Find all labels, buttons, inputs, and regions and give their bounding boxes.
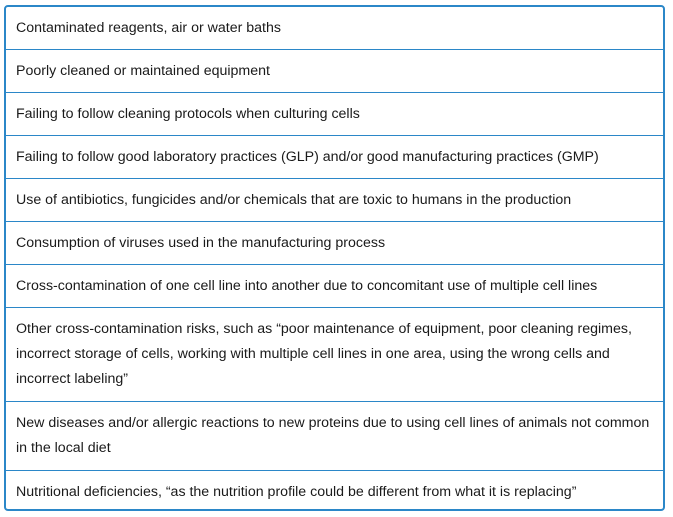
- table-row: [6, 471, 663, 511]
- table-cell: Use of antibiotics, fungicides and/or chemicals that are toxic to humans in the production: [16, 191, 572, 208]
- table-cell: Cross-contamination of one cell line into another due to concomitant use of multiple cell lines: [16, 277, 598, 294]
- table-cell: Consumption of viruses used in the manufacturing process: [16, 234, 386, 251]
- table-cell: Nutritional deficiencies, “as the nutrition profile could be different from what it is replacing”: [16, 483, 577, 500]
- table-row: [6, 7, 663, 50]
- table-cell: Other cross-contamination risks, such as “poor maintenance of equipment, poor cleaning regimes, incorrect storage of cells, working with multiple cell lines in one area, using the wrong cells and incorrect labeling”: [16, 321, 632, 387]
- table-row: [6, 93, 663, 136]
- table-row: [6, 265, 663, 308]
- table-row: [6, 179, 663, 222]
- table-cell: Contaminated reagents, air or water baths: [16, 19, 281, 36]
- table-row: [6, 402, 663, 471]
- table-row: [6, 308, 663, 402]
- table-cell: New diseases and/or allergic reactions to new proteins due to using cell lines of animals not common in the local diet: [16, 415, 650, 456]
- table-row: [6, 136, 663, 179]
- table-row: [6, 50, 663, 93]
- table-cell: Poorly cleaned or maintained equipment: [16, 62, 270, 79]
- table-row: [6, 222, 663, 265]
- risk-table: [4, 5, 665, 511]
- table-cell: Failing to follow cleaning protocols when culturing cells: [16, 105, 360, 122]
- table-cell: Failing to follow good laboratory practices (GLP) and/or good manufacturing practices (GMP): [16, 148, 599, 165]
